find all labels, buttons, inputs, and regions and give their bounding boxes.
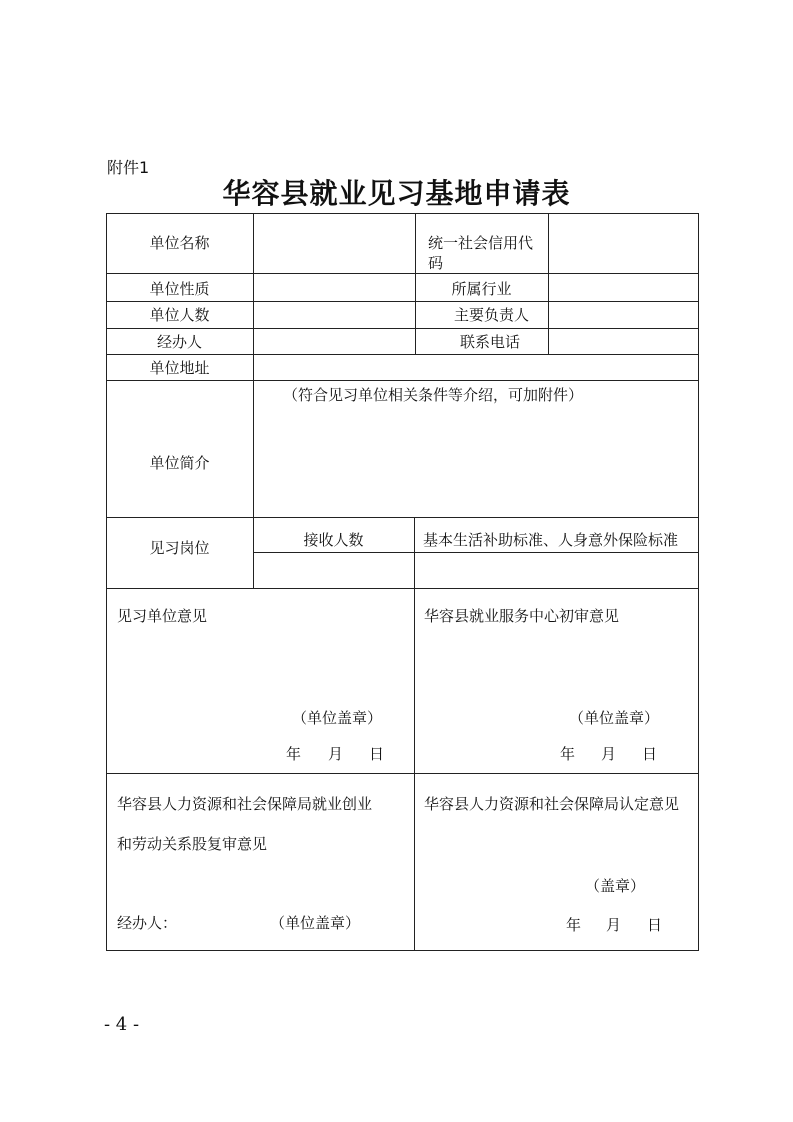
row-divider [106, 328, 699, 329]
unit-date-year: 年 [286, 745, 302, 763]
row-divider [106, 354, 699, 355]
attachment-label: 附件1 [107, 158, 150, 177]
row-divider [106, 301, 699, 302]
label-receive-count: 接收人数 [303, 531, 364, 549]
row-divider [106, 517, 699, 518]
row-divider [253, 552, 699, 553]
table-border-bottom [106, 950, 699, 951]
row-divider [106, 773, 699, 774]
label-allowance-standard: 基本生活补助标准、人身意外保险标准 [423, 531, 679, 549]
center-date-year: 年 [560, 745, 576, 763]
label-unit-name: 单位名称 [149, 234, 210, 252]
approval-date-year: 年 [566, 916, 582, 934]
center-date-day: 日 [642, 745, 658, 763]
unit-opinion-label: 见习单位意见 [117, 607, 208, 625]
row-divider [106, 380, 699, 381]
col-divider-lower [414, 517, 415, 951]
table-border-top [106, 213, 699, 214]
label-internship-posts: 见习岗位 [149, 539, 210, 557]
profile-hint: （符合见习单位相关条件等介绍，可加附件） [283, 386, 584, 404]
center-opinion-label: 华容县就业服务中心初审意见 [424, 607, 620, 625]
bureau-review-label-cont: 和劳动关系股复审意见 [117, 835, 268, 853]
label-unit-profile: 单位简介 [149, 454, 210, 472]
row-divider [106, 273, 699, 274]
bureau-approval-label: 华容县人力资源和社会保障局认定意见 [424, 795, 680, 813]
approval-date-day: 日 [647, 916, 663, 934]
label-handler: 经办人 [156, 333, 202, 351]
label-headcount: 单位人数 [149, 306, 210, 324]
label-address: 单位地址 [149, 359, 210, 377]
label-credit-code: 统一社会信用代 [428, 234, 534, 252]
unit-date-month: 月 [328, 745, 344, 763]
center-date-month: 月 [601, 745, 617, 763]
label-credit-code-cont: 码 [428, 254, 444, 272]
label-principal: 主要负责人 [454, 306, 530, 324]
page-number: - 4 - [104, 1014, 140, 1035]
center-seal: （单位盖章） [569, 709, 660, 727]
label-phone: 联系电话 [460, 333, 521, 351]
row-divider [106, 588, 699, 589]
bureau-approval-seal: （盖章） [585, 877, 646, 895]
label-unit-nature: 单位性质 [149, 280, 210, 298]
bureau-review-seal: （单位盖章） [270, 914, 361, 932]
form-title: 华容县就业见习基地申请表 [222, 177, 571, 210]
table-border-right [698, 213, 699, 951]
unit-seal: （单位盖章） [292, 709, 383, 727]
approval-date-month: 月 [606, 916, 622, 934]
unit-date-day: 日 [369, 745, 385, 763]
handler-signature-label: 经办人： [117, 914, 178, 932]
bureau-review-label: 华容县人力资源和社会保障局就业创业 [117, 795, 373, 813]
col-divider-right [548, 213, 549, 354]
label-industry: 所属行业 [451, 280, 512, 298]
